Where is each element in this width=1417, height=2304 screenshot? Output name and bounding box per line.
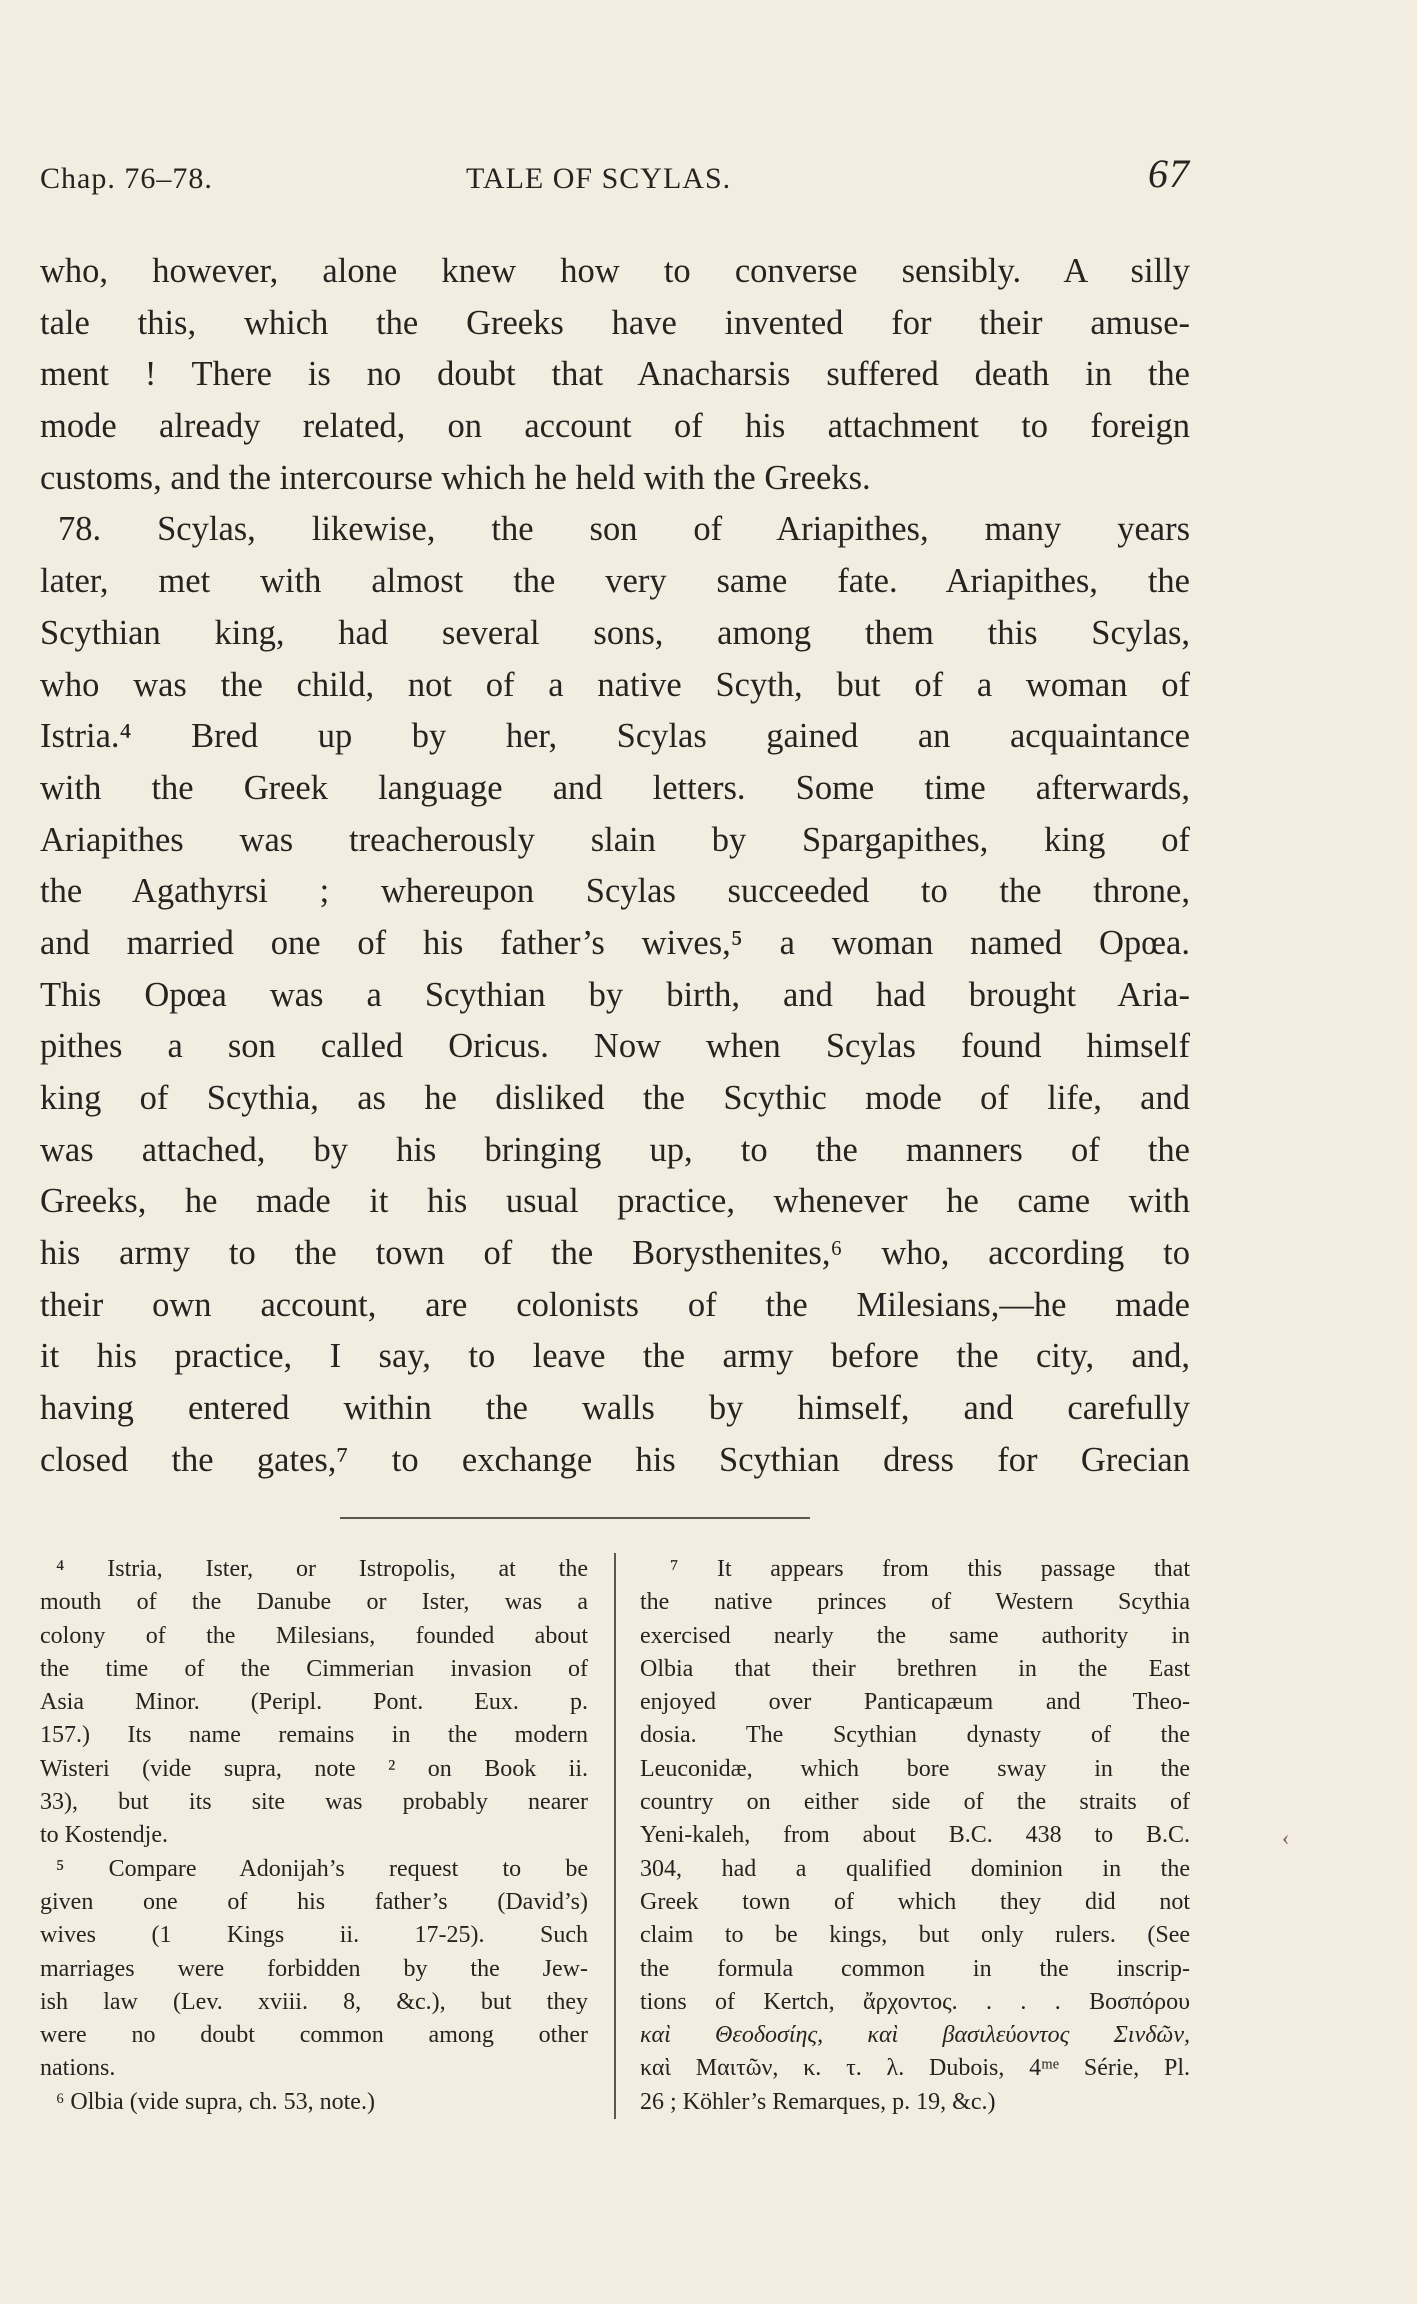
footnote-line: mouth of the Danube or Ister, was a [40,1589,588,1616]
footnotes-right-column [640,1553,1190,2119]
text-line: Greeks, he made it his usual practice, whenever he came with [40,1182,1190,1221]
footnote-line: to Kostendje. [40,1822,168,1849]
text-line: and married one of his father’s wives,⁵ a woman named Opœa. [40,923,1190,962]
text-line: it his practice, I say, to leave the army before the city, and, [40,1337,1190,1376]
text-line: who was the child, not of a native Scyth, but of a woman of [40,665,1190,704]
footnote-line: Wisteri (vide supra, note ² on Book ii. [40,1755,588,1782]
text-line: the Agathyrsi ; whereupon Scylas succeeded to the throne, [40,872,1190,911]
text-line: ment ! There is no doubt that Anacharsis suffered death in the [40,355,1190,394]
footnote-line: enjoyed over Panticapæum and Theo- [640,1689,1190,1716]
text-line: closed the gates,⁷ to exchange his Scythian dress for Grecian [40,1440,1190,1479]
footnote-line: 26 ; Köhler’s Remarques, p. 19, &c.) [640,2088,996,2115]
text-line: king of Scythia, as he disliked the Scythic mode of life, and [40,1079,1190,1117]
footnote-line: Olbia that their brethren in the East [640,1655,1190,1682]
text-line: their own account, are colonists of the Milesians,—he made [40,1285,1190,1324]
footnote-line: Yeni-kaleh, from about B.C. 438 to B.C. [640,1822,1190,1849]
footnote-line: the time of the Cimmerian invasion of [40,1655,588,1682]
footnote-line: Leuconidæ, which bore sway in the [640,1755,1190,1782]
text-line: who, however, alone knew how to converse sensibly. A silly [40,252,1190,290]
footnote-line: ⁵ Compare Adonijah’s request to be [56,1855,588,1882]
footnote-line: exercised nearly the same authority in [640,1622,1190,1649]
text-line: with the Greek language and letters. Some time afterwards, [40,768,1190,807]
footnote-line: Asia Minor. (Peripl. Pont. Eux. p. [40,1689,588,1716]
footnote-line: the native princes of Western Scythia [640,1589,1190,1616]
footnote-line: 157.) Its name remains in the modern [40,1722,588,1749]
footnote-line: marriages were forbidden by the Jew- [40,1955,588,1982]
footnote-line: dosia. The Scythian dynasty of the [640,1722,1190,1749]
footnote-line: claim to be kings, but only rulers. (See [640,1922,1190,1949]
text-line: having entered within the walls by himself, and carefully [40,1389,1190,1428]
footnote-line: colony of the Milesians, founded about [40,1622,588,1649]
footnote-line: nations. [40,2055,116,2082]
main-text [40,246,1190,1487]
chapter-reference: Chap. 76–78. [40,162,213,195]
footnote-line: country on either side of the straits of [640,1789,1190,1816]
footnote-line: ⁴ Istria, Ister, or Istropolis, at the [56,1556,588,1582]
footnote-line: καὶ Θεοδοσίης, καὶ βασιλεύοντος Σινδῶν, [640,2022,1190,2049]
footnote-line: 304, had a qualified dominion in the [640,1855,1190,1882]
footnote-line: 33), but its site was probably nearer [40,1789,588,1816]
footnote-line: the formula common in the inscrip- [640,1955,1190,1982]
text-line: Ariapithes was treacherously slain by Spargapithes, king of [40,820,1190,859]
text-line: Scythian king, had several sons, among them this Scylas, [40,613,1190,652]
footnote-line: ⁶ Olbia (vide supra, ch. 53, note.) [56,2088,375,2115]
text-line: was attached, by his bringing up, to the manners of the [40,1130,1190,1169]
footnote-line: καὶ Μαιτῶν, κ. τ. λ. Dubois, 4ᵐᵉ Série, Pl. [640,2055,1190,2082]
footnote-column-divider [614,1553,616,2119]
footnote-line: given one of his father’s (David’s) [40,1888,588,1915]
running-head [40,150,1190,210]
text-line: tale this, which the Greeks have invented for their amuse- [40,303,1190,342]
footnote-line: ⁷ It appears from this passage that [670,1556,1190,1582]
running-title: TALE OF SCYLAS. [466,162,732,195]
footnote-line: tions of Kertch, ἄρχοντος. . . . Βοσπόρου [640,1988,1190,2015]
footnote-line: were no doubt common among other [40,2022,588,2049]
text-line: later, met with almost the very same fate. Ariapithes, the [40,562,1190,601]
text-line: customs, and the intercourse which he held with the Greeks. [40,458,871,497]
footnote-line: wives (1 Kings ii. 17-25). Such [40,1922,588,1949]
footnotes-left-column [40,1553,588,2119]
text-line: his army to the town of the Borysthenites,⁶ who, according to [40,1234,1190,1273]
footnote-rule [340,1517,810,1519]
text-line: mode already related, on account of his attachment to foreign [40,407,1190,446]
text-line: pithes a son called Oricus. Now when Scylas found himself [40,1027,1190,1066]
text-line: Istria.⁴ Bred up by her, Scylas gained an acquaintance [40,717,1190,756]
text-line: 78. Scylas, likewise, the son of Ariapithes, many years [58,510,1190,549]
footnote-line: Greek town of which they did not [640,1888,1190,1915]
page-number: 67 [1148,151,1190,196]
margin-mark: ‹ [1282,1825,1290,1850]
text-line: This Opœa was a Scythian by birth, and had brought Aria- [40,975,1190,1014]
footnote-line: ish law (Lev. xviii. 8, &c.), but they [40,1988,588,2015]
